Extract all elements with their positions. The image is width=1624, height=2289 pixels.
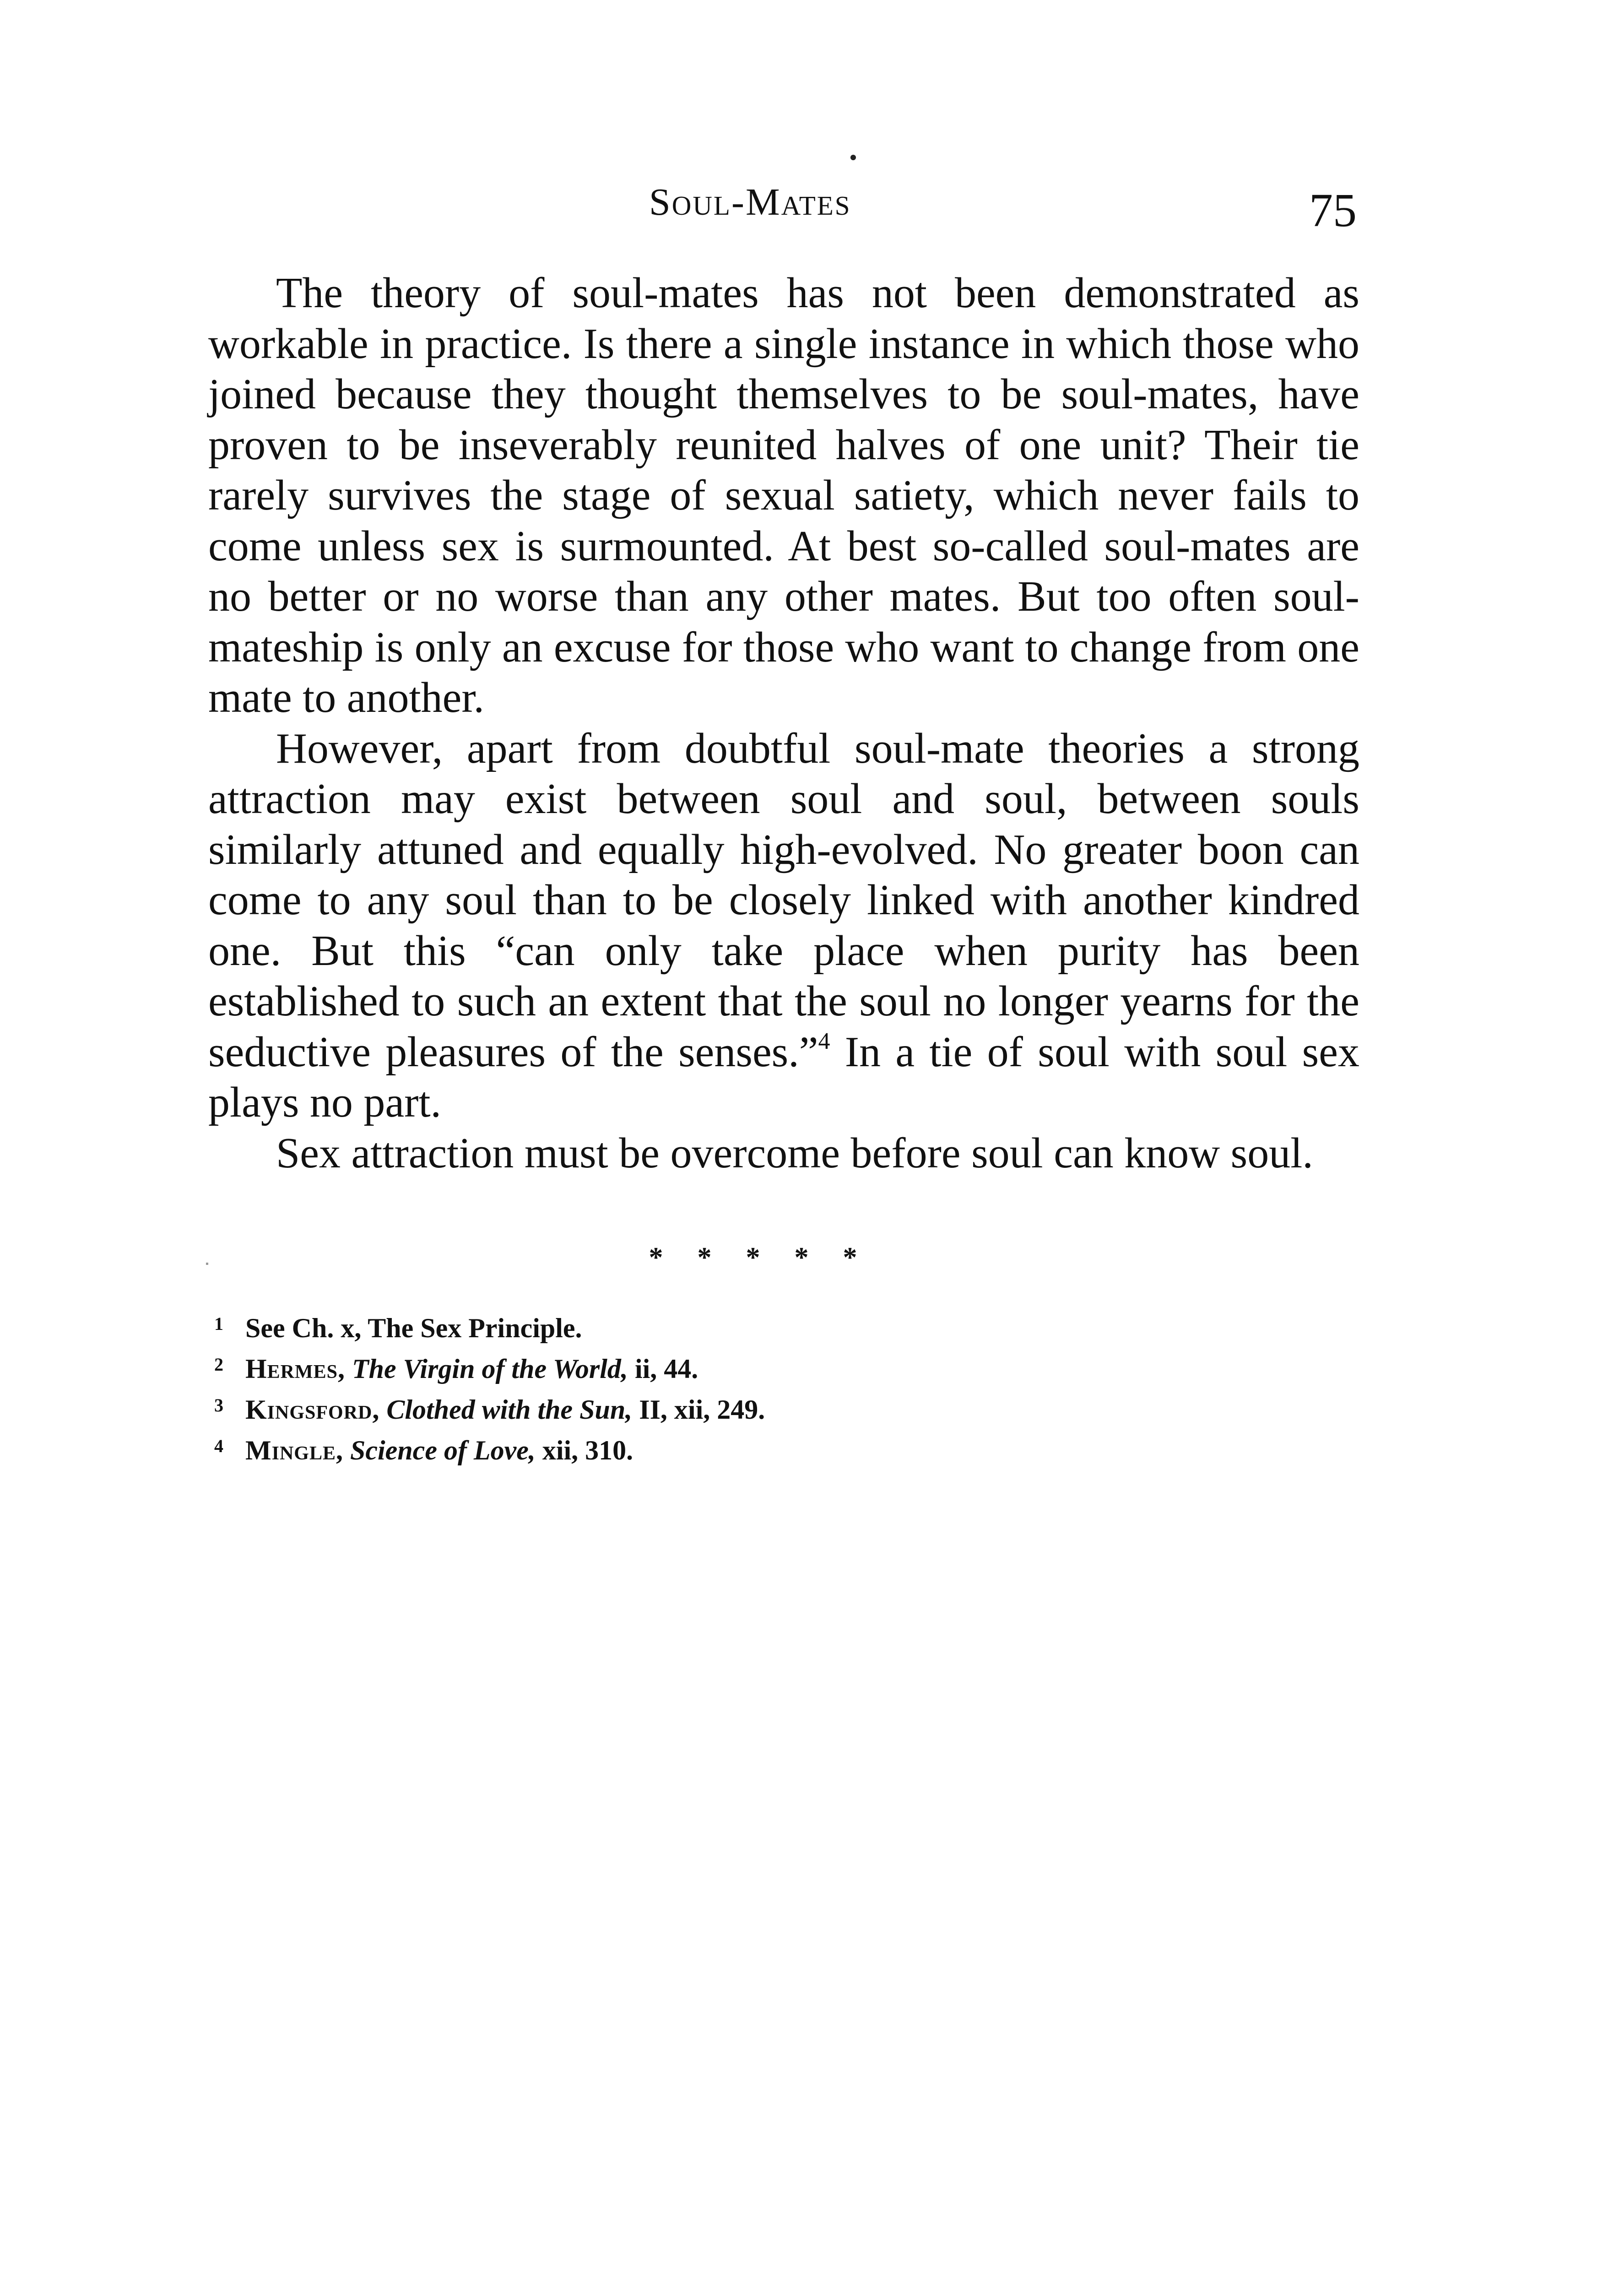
body-text <box>208 268 1359 1178</box>
section-break-asterisks <box>632 1243 874 1272</box>
running-head: Soul-Mates <box>649 181 851 223</box>
footnote-number: 1 <box>214 1313 223 1334</box>
footnote-title: Science of Love, <box>350 1435 536 1465</box>
footnote-number: 4 <box>214 1436 223 1456</box>
paragraph-2 <box>208 723 1359 1128</box>
footnote-number: 2 <box>214 1354 223 1375</box>
footnote-reference-text: ii, 44. <box>628 1354 698 1384</box>
scan-speck <box>850 155 856 160</box>
paragraph-2-tail: In a tie of soul with soul sex plays no part. <box>208 1028 1359 1126</box>
footnote-1 <box>214 1306 1221 1346</box>
asterisk-ornament: * <box>649 1242 663 1273</box>
paragraph-3: Sex attraction must be overcome before soul can know soul. <box>276 1129 1313 1177</box>
asterisk-ornament: * <box>794 1242 809 1273</box>
footnote-title: Clothed with the Sun, <box>386 1394 633 1425</box>
page-number: 75 <box>1309 184 1357 237</box>
footnote-reference-text: xii, 310. <box>535 1435 633 1465</box>
footnote-author: Mingle, <box>245 1435 344 1465</box>
footnote-author: Hermes, <box>245 1354 346 1384</box>
footnote-author: Kingsford, <box>245 1394 380 1425</box>
footnotes <box>214 1306 1221 1469</box>
paragraph-2-text: However, apart from doubtful soul-mate theories a strong attraction may exist between soul and soul, between souls similarly attuned and equally high-evolved. No greater boon can come to any soul than to be closely linked with another kindred one. But this “can only take place when purity has been established to such an extent that the soul no longer yearns for the seductive pleasures of the senses.” <box>208 724 1359 1076</box>
footnote-2 <box>214 1346 1221 1387</box>
footnote-4 <box>214 1428 1221 1469</box>
footnote-text: See Ch. x, The Sex Principle. <box>245 1313 582 1343</box>
footnote-3 <box>214 1387 1221 1428</box>
asterisk-ornament: * <box>697 1242 712 1273</box>
paragraph-1: The theory of soul-mates has not been demonstrated as workable in practice. Is there a single instance in which those who joined because they thought themselves to be soul-mates, have proven to be inseverably reunited halves of one unit? Their tie rarely survives the stage of sexual satiety, which never fails to come unless sex is surmounted. At best so-called soul-mates are no better or no worse than any other mates. But too often soul-mateship is only an excuse for those who want to change from one mate to another. <box>208 269 1359 721</box>
footnote-number: 3 <box>214 1395 223 1416</box>
asterisk-ornament: * <box>843 1242 857 1273</box>
footnote-reference-text: II, xii, 249. <box>632 1394 765 1425</box>
footnote-reference: 4 <box>818 1028 830 1054</box>
asterisk-ornament: * <box>746 1242 760 1273</box>
footnote-title: The Virgin of the World, <box>352 1354 628 1384</box>
scan-mark <box>206 1263 208 1265</box>
